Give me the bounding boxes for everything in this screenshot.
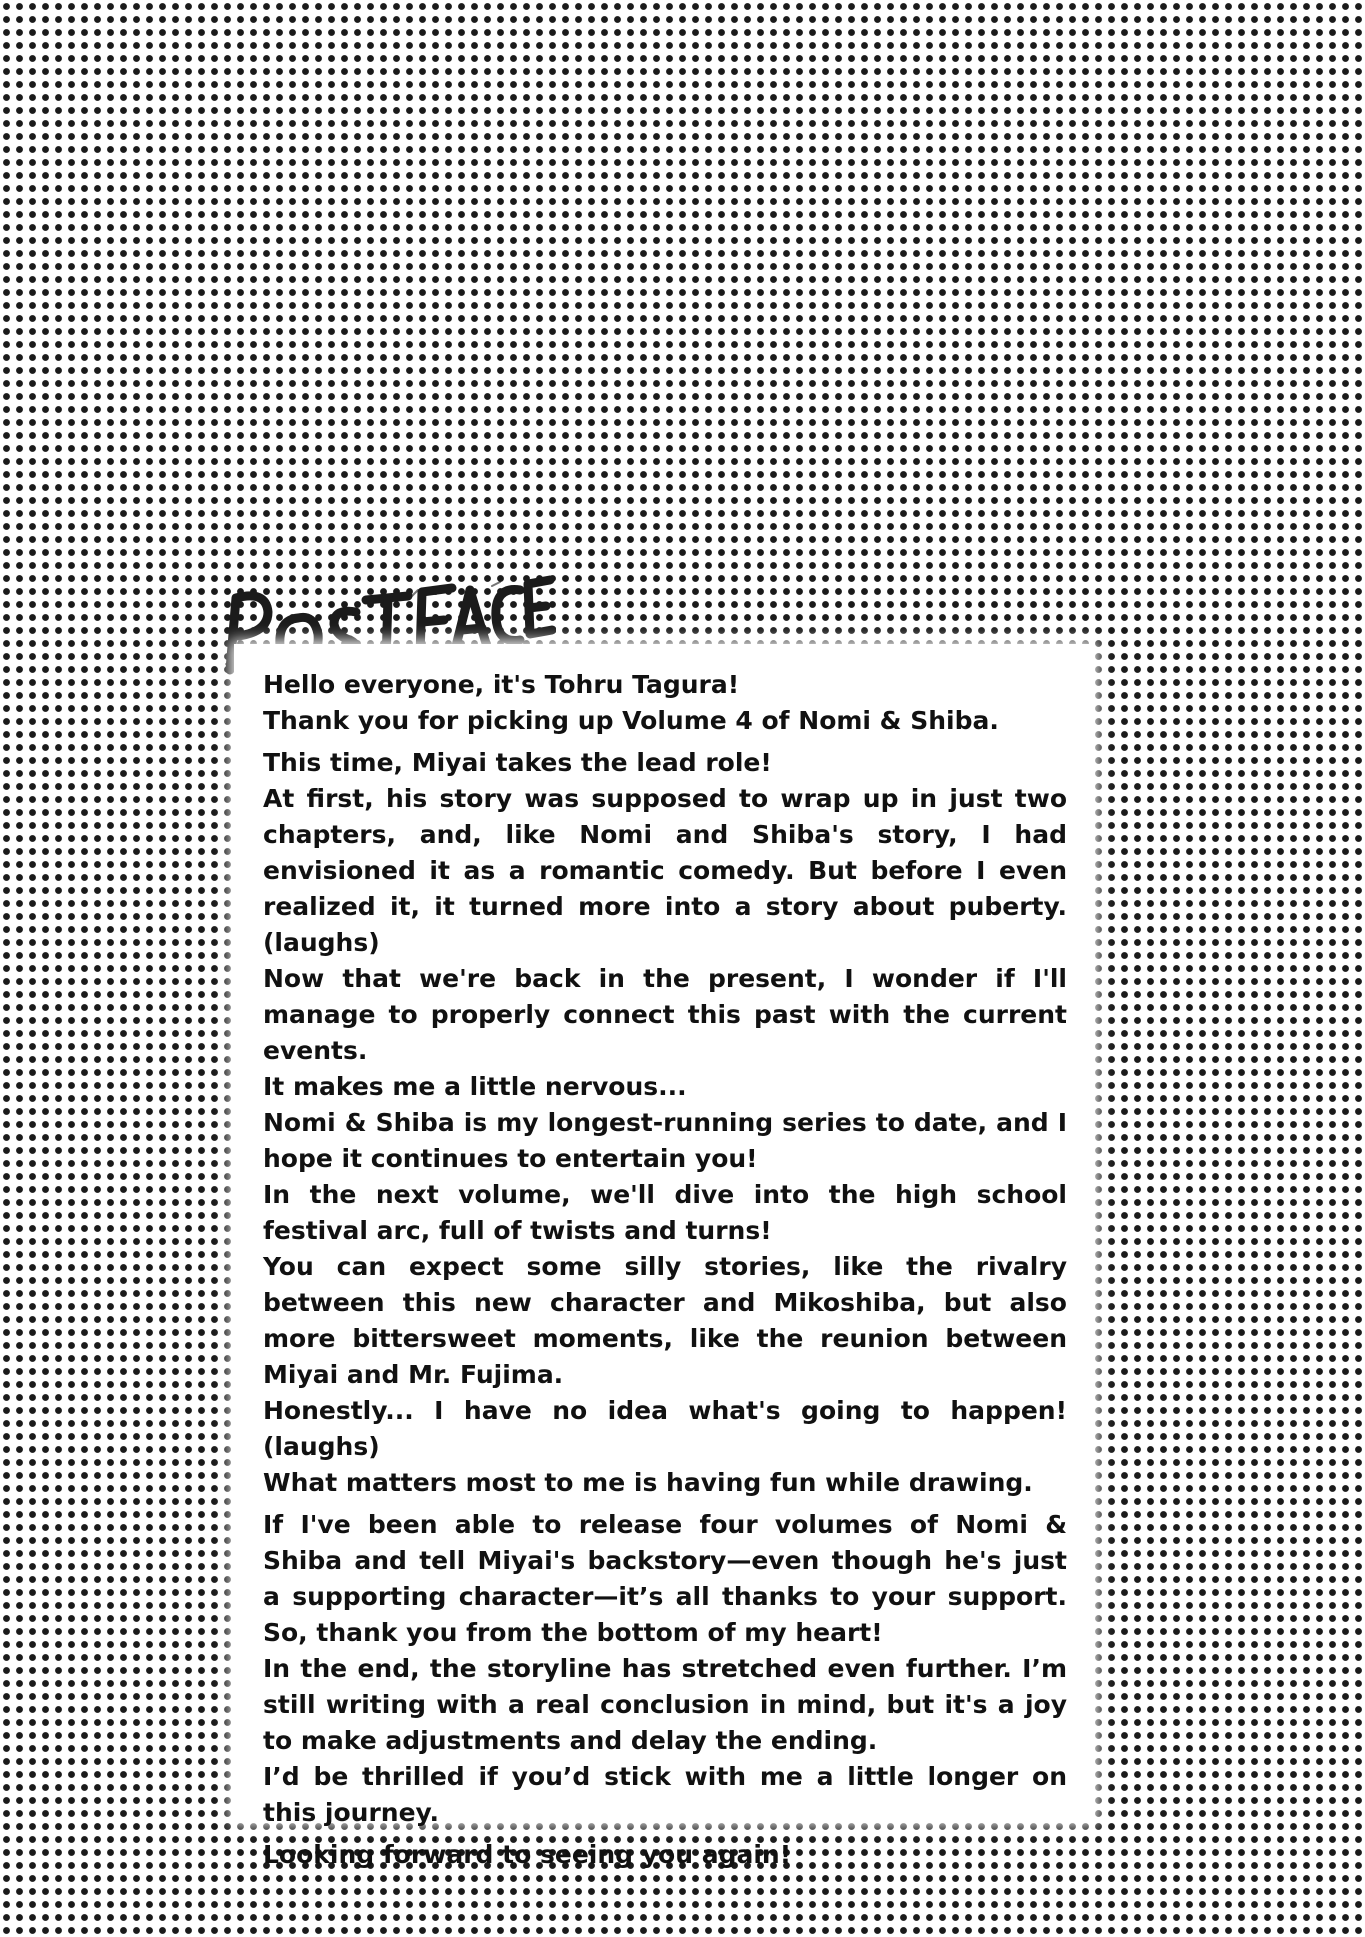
paragraph-farewell: Looking forward to seeing you again! xyxy=(263,1840,792,1869)
paragraph-present: Now that we're back in the present, I wonder if I'll manage to properly connect this past with the current events. xyxy=(263,964,1067,1065)
paragraph-miyai-lead: This time, Miyai takes the lead role! xyxy=(263,748,772,777)
paragraph-next-volume: In the next volume, we'll dive into the high school festival arc, full of twists and turns! xyxy=(263,1180,1067,1245)
paragraph-fun-drawing: What matters most to me is having fun while drawing. xyxy=(263,1468,1033,1497)
paragraph-storyline: In the end, the storyline has stretched even further. I’m still writing with a real conclusion in mind, but it's a joy to make adjustments and delay the ending. xyxy=(263,1654,1067,1755)
paragraph-nervous: It makes me a little nervous... xyxy=(263,1072,687,1101)
postface-body xyxy=(263,667,1067,1873)
paragraph-thrilled: I’d be thrilled if you’d stick with me a little longer on this journey. xyxy=(263,1762,1067,1827)
paragraph-longest-series: Nomi & Shiba is my longest-running series to date, and I hope it continues to entertain you! xyxy=(263,1108,1067,1173)
paragraph-story-origin: At first, his story was supposed to wrap up in just two chapters, and, like Nomi and Shiba's story, I had envisioned it as a romantic comedy. But before I even realized it, it turned more into a story about puberty. (laughs) xyxy=(263,784,1067,957)
paragraph-thanks-volume: Thank you for picking up Volume 4 of Nomi & Shiba. xyxy=(263,706,999,735)
paragraph-expect: You can expect some silly stories, like the rivalry between this new character and Mikoshiba, but also more bittersweet moments, like the reunion between Miyai and Mr. Fujima. xyxy=(263,1252,1067,1389)
paragraph-honestly: Honestly... I have no idea what's going to happen! (laughs) xyxy=(263,1396,1067,1461)
paragraph-greeting: Hello everyone, it's Tohru Tagura! xyxy=(263,670,740,699)
paragraph-support: If I've been able to release four volumes of Nomi & Shiba and tell Miyai's backstory—even though he's just a supporting character—it’s all thanks to your support. So, thank you from the bottom of my heart! xyxy=(263,1510,1067,1647)
